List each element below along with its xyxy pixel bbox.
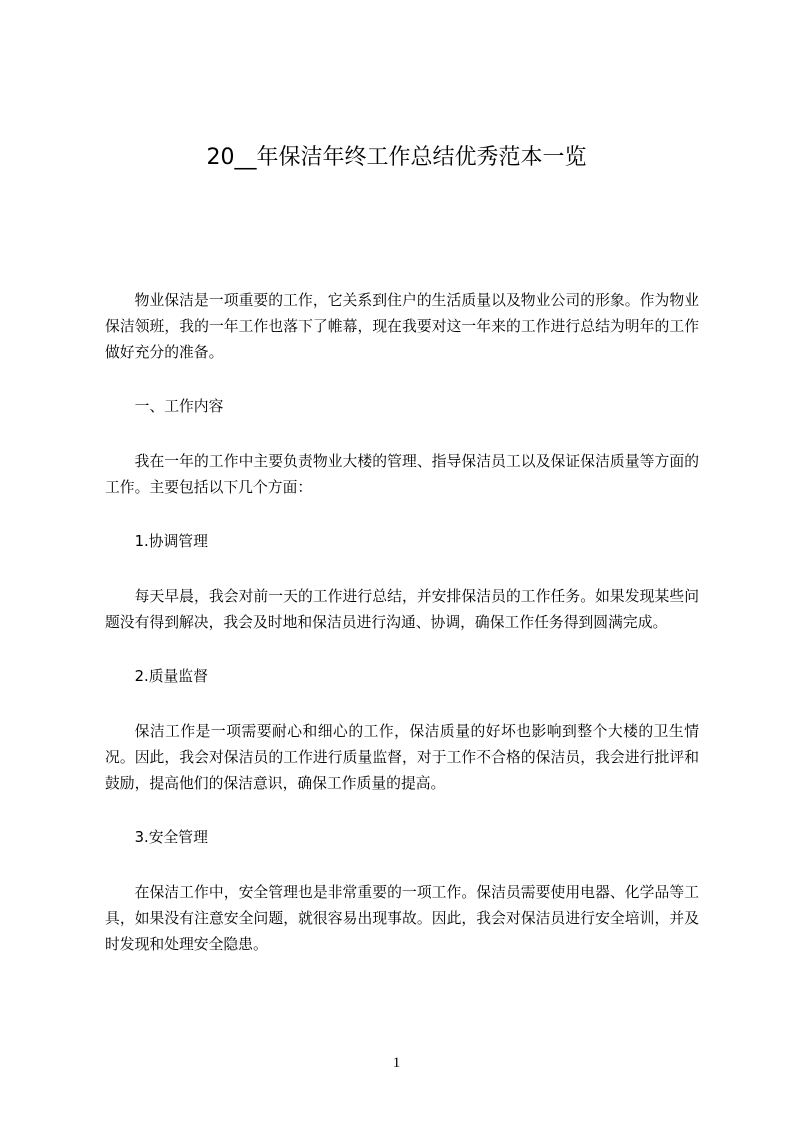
spacer <box>105 366 699 394</box>
work-content-paragraph: 我在一年的工作中主要负责物业大楼的管理、指导保洁员工以及保证保洁质量等方面的工作。主要包括以下几个方面： <box>105 453 699 496</box>
quality-paragraph: 保洁工作是一项需要耐心和细心的工作，保洁质量的好坏也影响到整个大楼的卫生情况。因此，我会对保洁员的工作进行质量监督，对于工作不合格的保洁员，我会进行批评和鼓励，提高他们的保洁意识，确保工作质量的提高。 <box>105 723 699 792</box>
spacer <box>105 690 699 719</box>
spacer <box>105 501 699 529</box>
spacer <box>105 797 699 825</box>
subheading-safety: 3.安全管理 <box>134 829 208 846</box>
subheading-quality: 2.质量监督 <box>134 668 208 685</box>
coordination-paragraph: 每天早晨，我会对前一天的工作进行总结，并安排保洁员的工作任务。如果发现某些问题没有得到解决，我会及时地和保洁员进行沟通、协调，确保工作任务得到圆满完成。 <box>105 588 699 631</box>
document-title: 20__年保洁年终工作总结优秀范本一览 <box>206 145 587 170</box>
spacer <box>105 636 699 664</box>
section-heading-work-content: 一、工作内容 <box>134 398 224 415</box>
safety-paragraph: 在保洁工作中，安全管理也是非常重要的一项工作。保洁员需要使用电器、化学品等工具，如果没有注意安全问题，就很容易出现事故。因此，我会对保洁员进行安全培训，并及时发现和处理安全隐患。 <box>105 884 699 953</box>
subheading-coordination: 1.协调管理 <box>134 533 208 550</box>
spacer <box>105 851 699 880</box>
page-number: 1 <box>392 1055 401 1071</box>
spacer <box>105 420 699 449</box>
document-body <box>105 288 699 958</box>
spacer <box>105 555 699 584</box>
intro-paragraph: 物业保洁是一项重要的工作，它关系到住户的生活质量以及物业公司的形象。作为物业保洁领班，我的一年工作也落下了帷幕，现在我要对这一年来的工作进行总结为明年的工作做好充分的准备。 <box>105 292 699 361</box>
